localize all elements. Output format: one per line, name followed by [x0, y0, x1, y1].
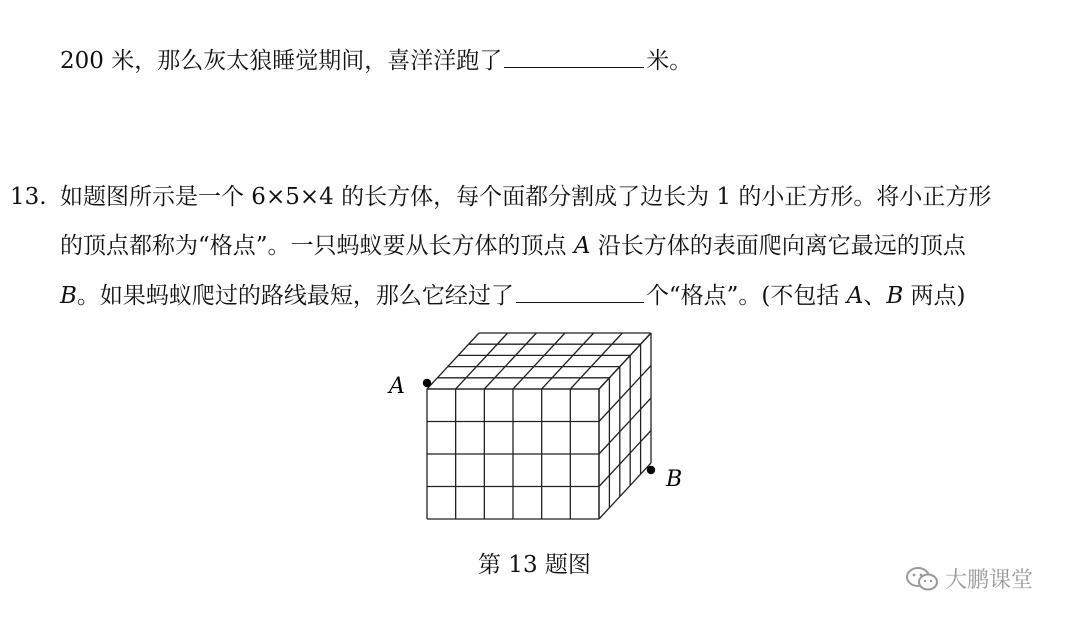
side-grid-line	[599, 463, 651, 519]
problem-text-3c: 两点)	[903, 283, 966, 309]
problem-text-1: 如题图所示是一个 6×5×4 的长方体，每个面都分割成了边长为 1 的小正方形。将小正方形	[60, 184, 992, 210]
prev-problem-text: 200 米，那么灰太狼睡觉期间，喜洋洋跑了	[60, 48, 503, 74]
figure-caption: 第 13 题图	[478, 552, 591, 578]
vertex-a-inline-2: A	[846, 283, 864, 309]
vertex-b-inline: B	[60, 283, 77, 309]
problem-number: 13.	[10, 184, 47, 210]
top-grid-line	[427, 333, 479, 389]
vertex-b-inline-2: B	[886, 283, 904, 309]
top-grid-line	[542, 333, 594, 389]
problem-text-2b: 沿长方体的表面爬向离它最远的顶点	[590, 233, 966, 259]
top-grid-line	[513, 333, 565, 389]
cuboid-grid	[427, 333, 651, 519]
vertex-b-dot	[647, 466, 655, 474]
wechat-icon	[905, 566, 939, 592]
prev-problem-unit: 米。	[646, 48, 693, 74]
vertex-a-inline: A	[573, 233, 591, 259]
problem-text-2a: 的顶点都称为“格点”。一只蚂蚁要从长方体的顶点	[60, 233, 574, 259]
vertex-a-dot	[423, 379, 431, 387]
side-grid-line	[599, 366, 651, 422]
top-grid-line	[456, 333, 508, 389]
side-grid-line	[599, 431, 651, 487]
problem-text-3a: 。如果蚂蚁爬过的路线最短，那么它经过了	[76, 283, 514, 309]
vertex-a-label: A	[389, 374, 405, 399]
problem-text-3sep: 、	[863, 283, 887, 309]
top-grid-line	[570, 333, 622, 389]
top-grid-line	[484, 333, 536, 389]
side-grid-line	[599, 333, 651, 389]
watermark-text: 大鹏课堂	[945, 568, 1034, 593]
side-grid-line	[599, 398, 651, 454]
watermark	[905, 563, 1033, 594]
vertex-b-label: B	[666, 467, 683, 492]
problem-text-3b: 个“格点”。(不包括	[645, 283, 847, 309]
